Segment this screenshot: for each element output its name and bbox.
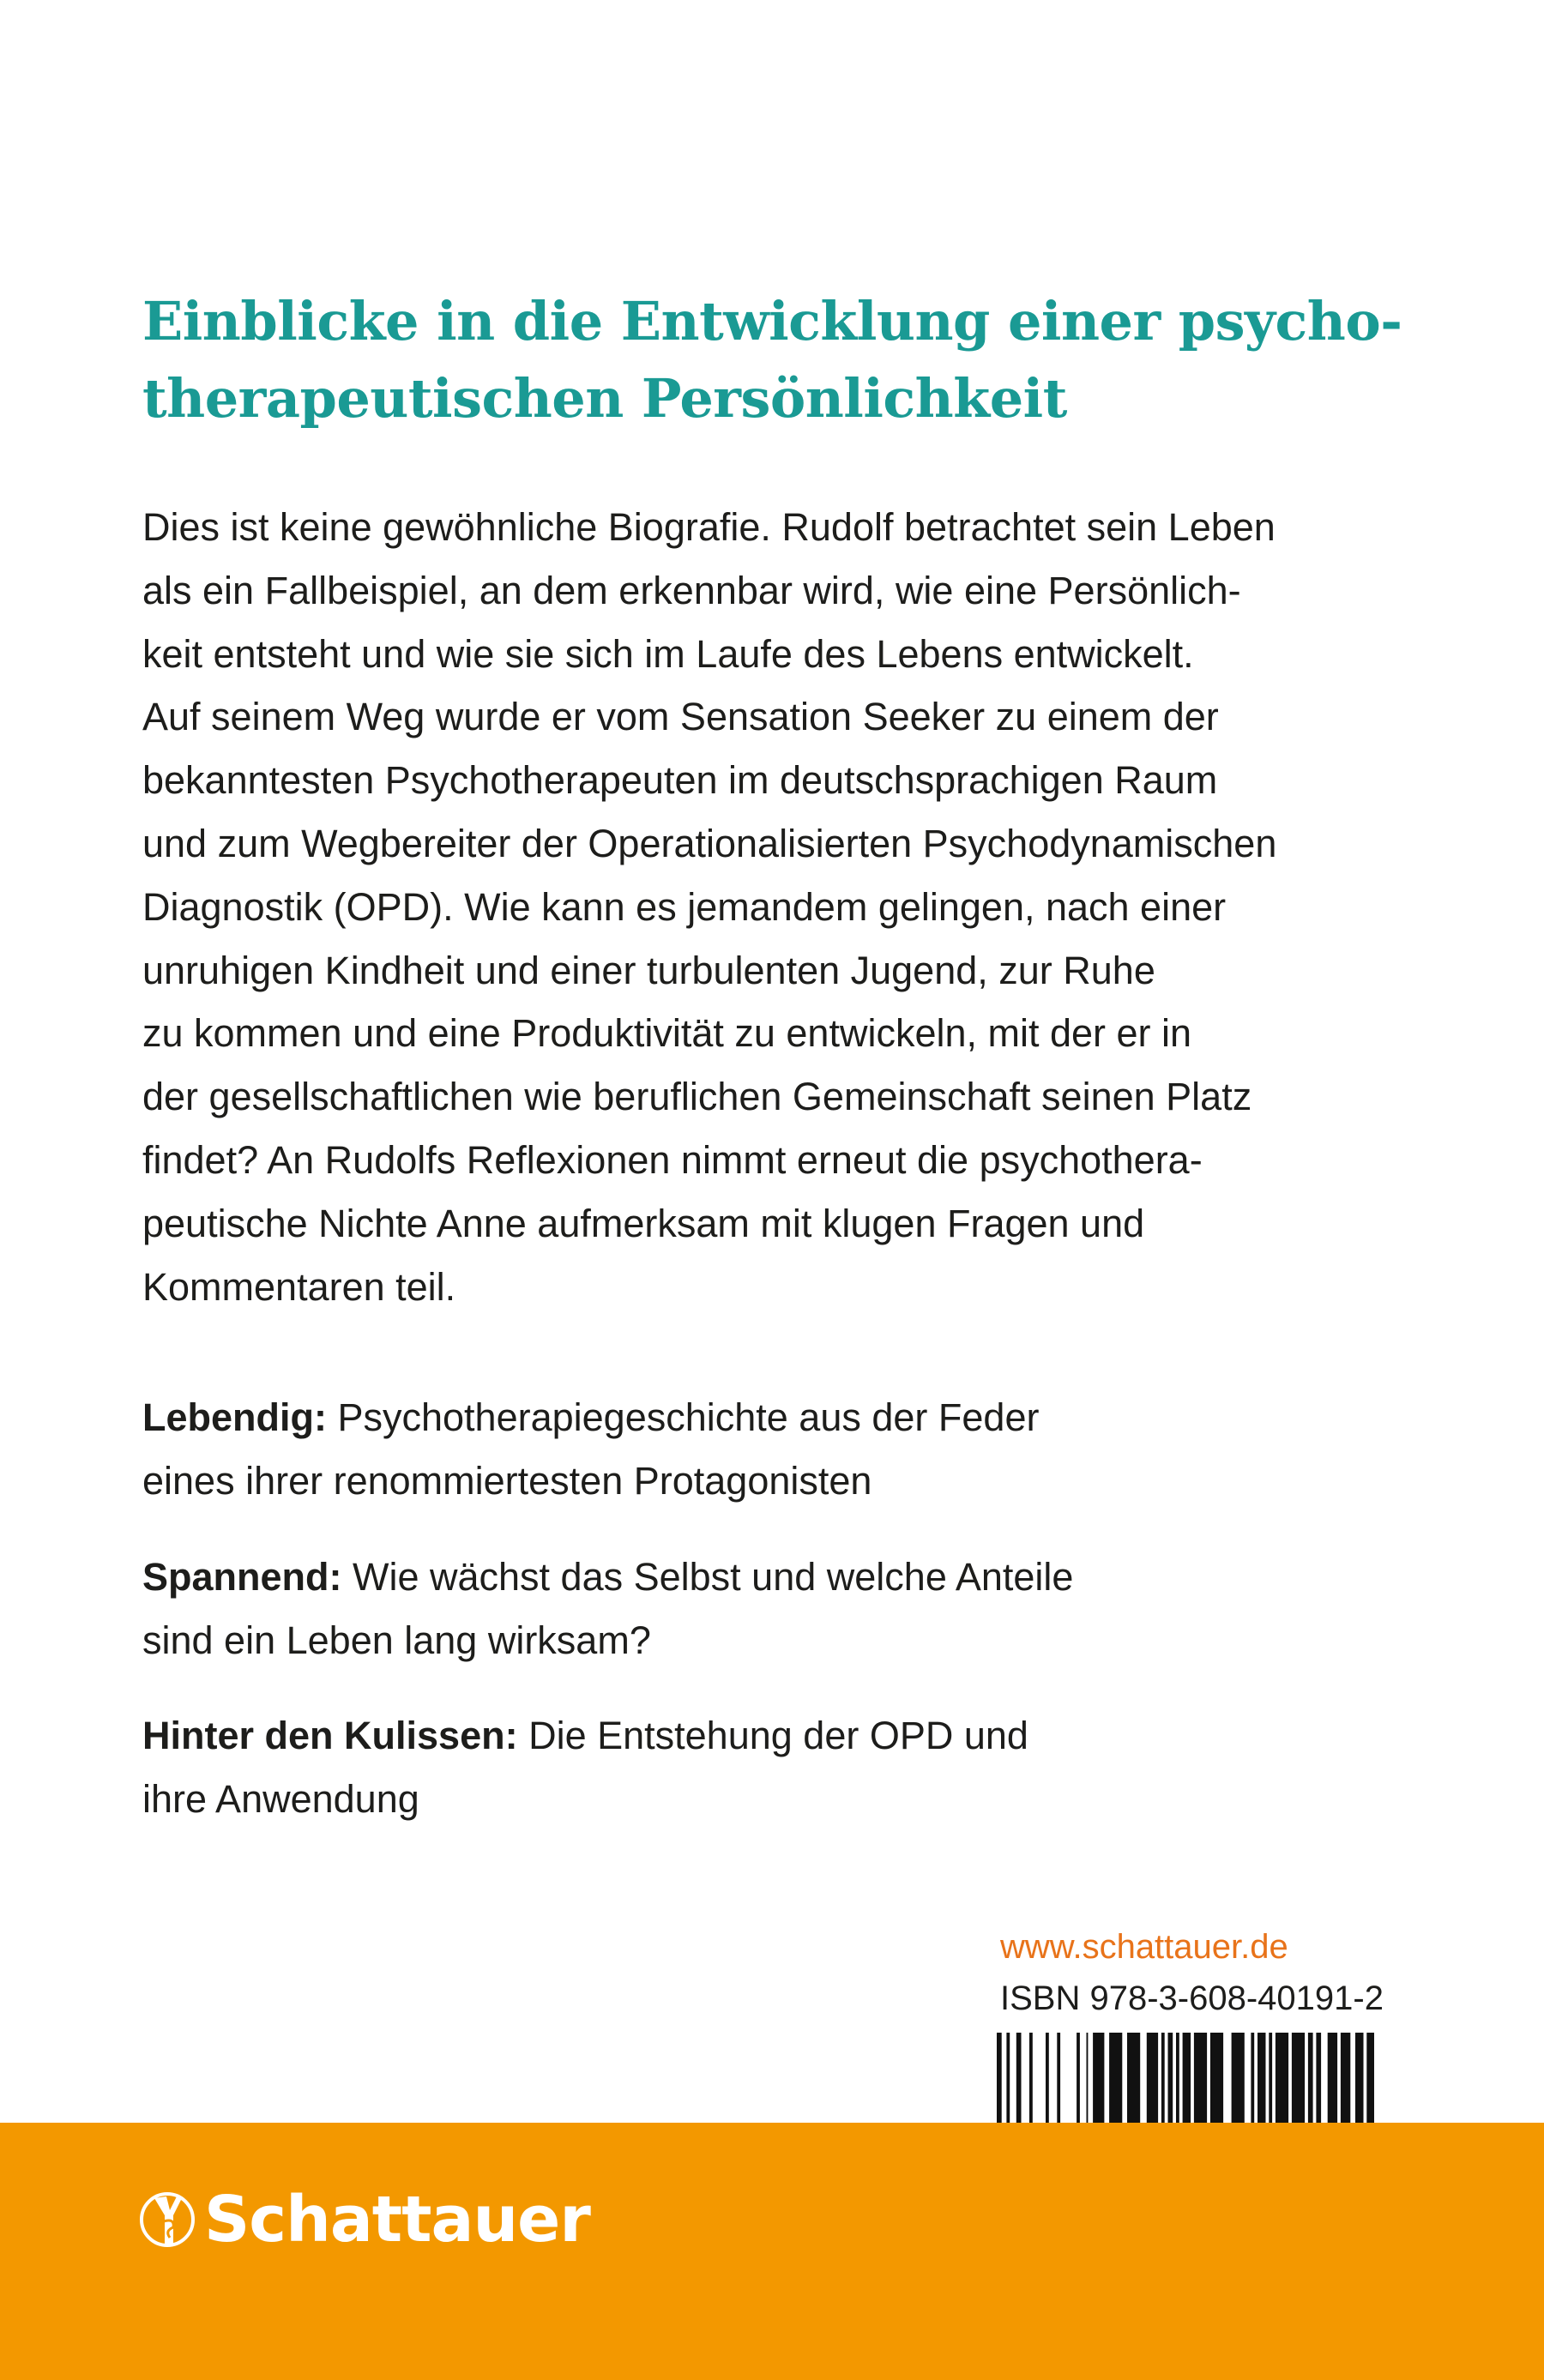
publisher-name: Schattauer bbox=[204, 2183, 590, 2256]
feature-label: Lebendig: bbox=[142, 1395, 327, 1439]
barcode-bar bbox=[1269, 2033, 1272, 2124]
barcode-bar bbox=[1366, 2033, 1374, 2124]
barcode-bar bbox=[1161, 2033, 1165, 2124]
heading-line: Einblicke in die Entwicklung einer psycho- bbox=[142, 290, 1402, 352]
barcode-bar bbox=[1210, 2033, 1223, 2124]
barcode-bar bbox=[1232, 2033, 1245, 2124]
blurb-line: bekanntesten Psychotherapeuten im deutschsprachigen Raum bbox=[142, 758, 1218, 803]
barcode-bar bbox=[1176, 2033, 1179, 2124]
barcode-bar bbox=[1127, 2033, 1140, 2124]
barcode-bar bbox=[1168, 2033, 1173, 2124]
barcode-bar bbox=[1183, 2033, 1191, 2124]
feature-text: Psychotherapiegeschichte aus der Feder bbox=[326, 1395, 1040, 1439]
feature-text: ihre Anwendung bbox=[142, 1777, 419, 1821]
blurb-line: unruhigen Kindheit und einer turbulenten Jugend, zur Ruhe bbox=[142, 948, 1155, 992]
feature-text: eines ihrer renommiertesten Protagonisten bbox=[142, 1459, 872, 1503]
feature-text: sind ein Leben lang wirksam? bbox=[142, 1618, 651, 1662]
feature-text: Wie wächst das Selbst und welche Anteile bbox=[341, 1555, 1074, 1599]
barcode-bar bbox=[1341, 2033, 1350, 2124]
feature-label: Spannend: bbox=[142, 1555, 342, 1599]
blurb-line: peutische Nichte Anne aufmerksam mit klugen Fragen und bbox=[142, 1201, 1145, 1245]
blurb-line: keit entsteht und wie sie sich im Laufe des Lebens entwickelt. bbox=[142, 631, 1194, 676]
blurb-line: Dies ist keine gewöhnliche Biografie. Rudolf betrachtet sein Leben bbox=[142, 505, 1276, 549]
blurb-line: Auf seinem Weg wurde er vom Sensation Seeker zu einem der bbox=[142, 695, 1219, 739]
blurb-line: der gesellschaftlichen wie beruflichen Gemeinschaft seinen Platz bbox=[142, 1075, 1252, 1119]
barcode-bar bbox=[1006, 2033, 1010, 2124]
barcode bbox=[997, 2033, 1374, 2124]
barcode-bar bbox=[1328, 2033, 1337, 2124]
barcode-bar bbox=[1057, 2033, 1060, 2124]
blurb-line: Kommentaren teil. bbox=[142, 1264, 456, 1309]
barcode-bar bbox=[1292, 2033, 1305, 2124]
barcode-bar bbox=[1355, 2033, 1364, 2124]
publisher-url[interactable]: www.schattauer.de bbox=[1000, 1928, 1288, 1966]
barcode-bar bbox=[1077, 2033, 1080, 2124]
feature-hinter-den-kulissen bbox=[142, 1704, 1028, 1831]
blurb-line: und zum Wegbereiter der Operationalisierten Psychodynamischen bbox=[142, 821, 1277, 865]
barcode-bar bbox=[1087, 2033, 1089, 2124]
heading-line: therapeutischen Persönlichkeit bbox=[142, 367, 1067, 430]
barcode-bar bbox=[1046, 2033, 1049, 2124]
barcode-bar bbox=[1029, 2033, 1033, 2124]
barcode-bar bbox=[1194, 2033, 1207, 2124]
barcode-bar bbox=[1316, 2033, 1321, 2124]
isbn: ISBN 978-3-608-40191-2 bbox=[1000, 1979, 1384, 2017]
barcode-bar bbox=[1308, 2033, 1313, 2124]
blurb-line: zu kommen und eine Produktivität zu entwickeln, mit der er in bbox=[142, 1011, 1192, 1056]
barcode-bar bbox=[997, 2033, 1002, 2124]
feature-label: Hinter den Kulissen: bbox=[142, 1714, 518, 1757]
back-cover-heading bbox=[142, 283, 1402, 437]
barcode-bar bbox=[1016, 2033, 1022, 2124]
publisher-logo bbox=[139, 2183, 590, 2256]
barcode-bar bbox=[1251, 2033, 1254, 2124]
schattauer-tree-logo-icon bbox=[139, 2191, 196, 2248]
feature-lebendig bbox=[142, 1386, 1039, 1513]
barcode-bar bbox=[1258, 2033, 1266, 2124]
barcode-bar bbox=[1276, 2033, 1288, 2124]
blurb-line: findet? An Rudolfs Reflexionen nimmt erneut die psychothera- bbox=[142, 1137, 1203, 1182]
barcode-bar bbox=[1147, 2033, 1158, 2124]
blurb-text bbox=[142, 496, 1276, 1318]
blurb-line: als ein Fallbeispiel, an dem erkennbar wird, wie eine Persönlich- bbox=[142, 568, 1241, 612]
barcode-bar bbox=[1109, 2033, 1122, 2124]
feature-spannend bbox=[142, 1545, 1073, 1672]
blurb-line: Diagnostik (OPD). Wie kann es jemandem gelingen, nach einer bbox=[142, 884, 1227, 929]
barcode-bar bbox=[1093, 2033, 1104, 2124]
feature-text: Die Entstehung der OPD und bbox=[517, 1714, 1028, 1757]
